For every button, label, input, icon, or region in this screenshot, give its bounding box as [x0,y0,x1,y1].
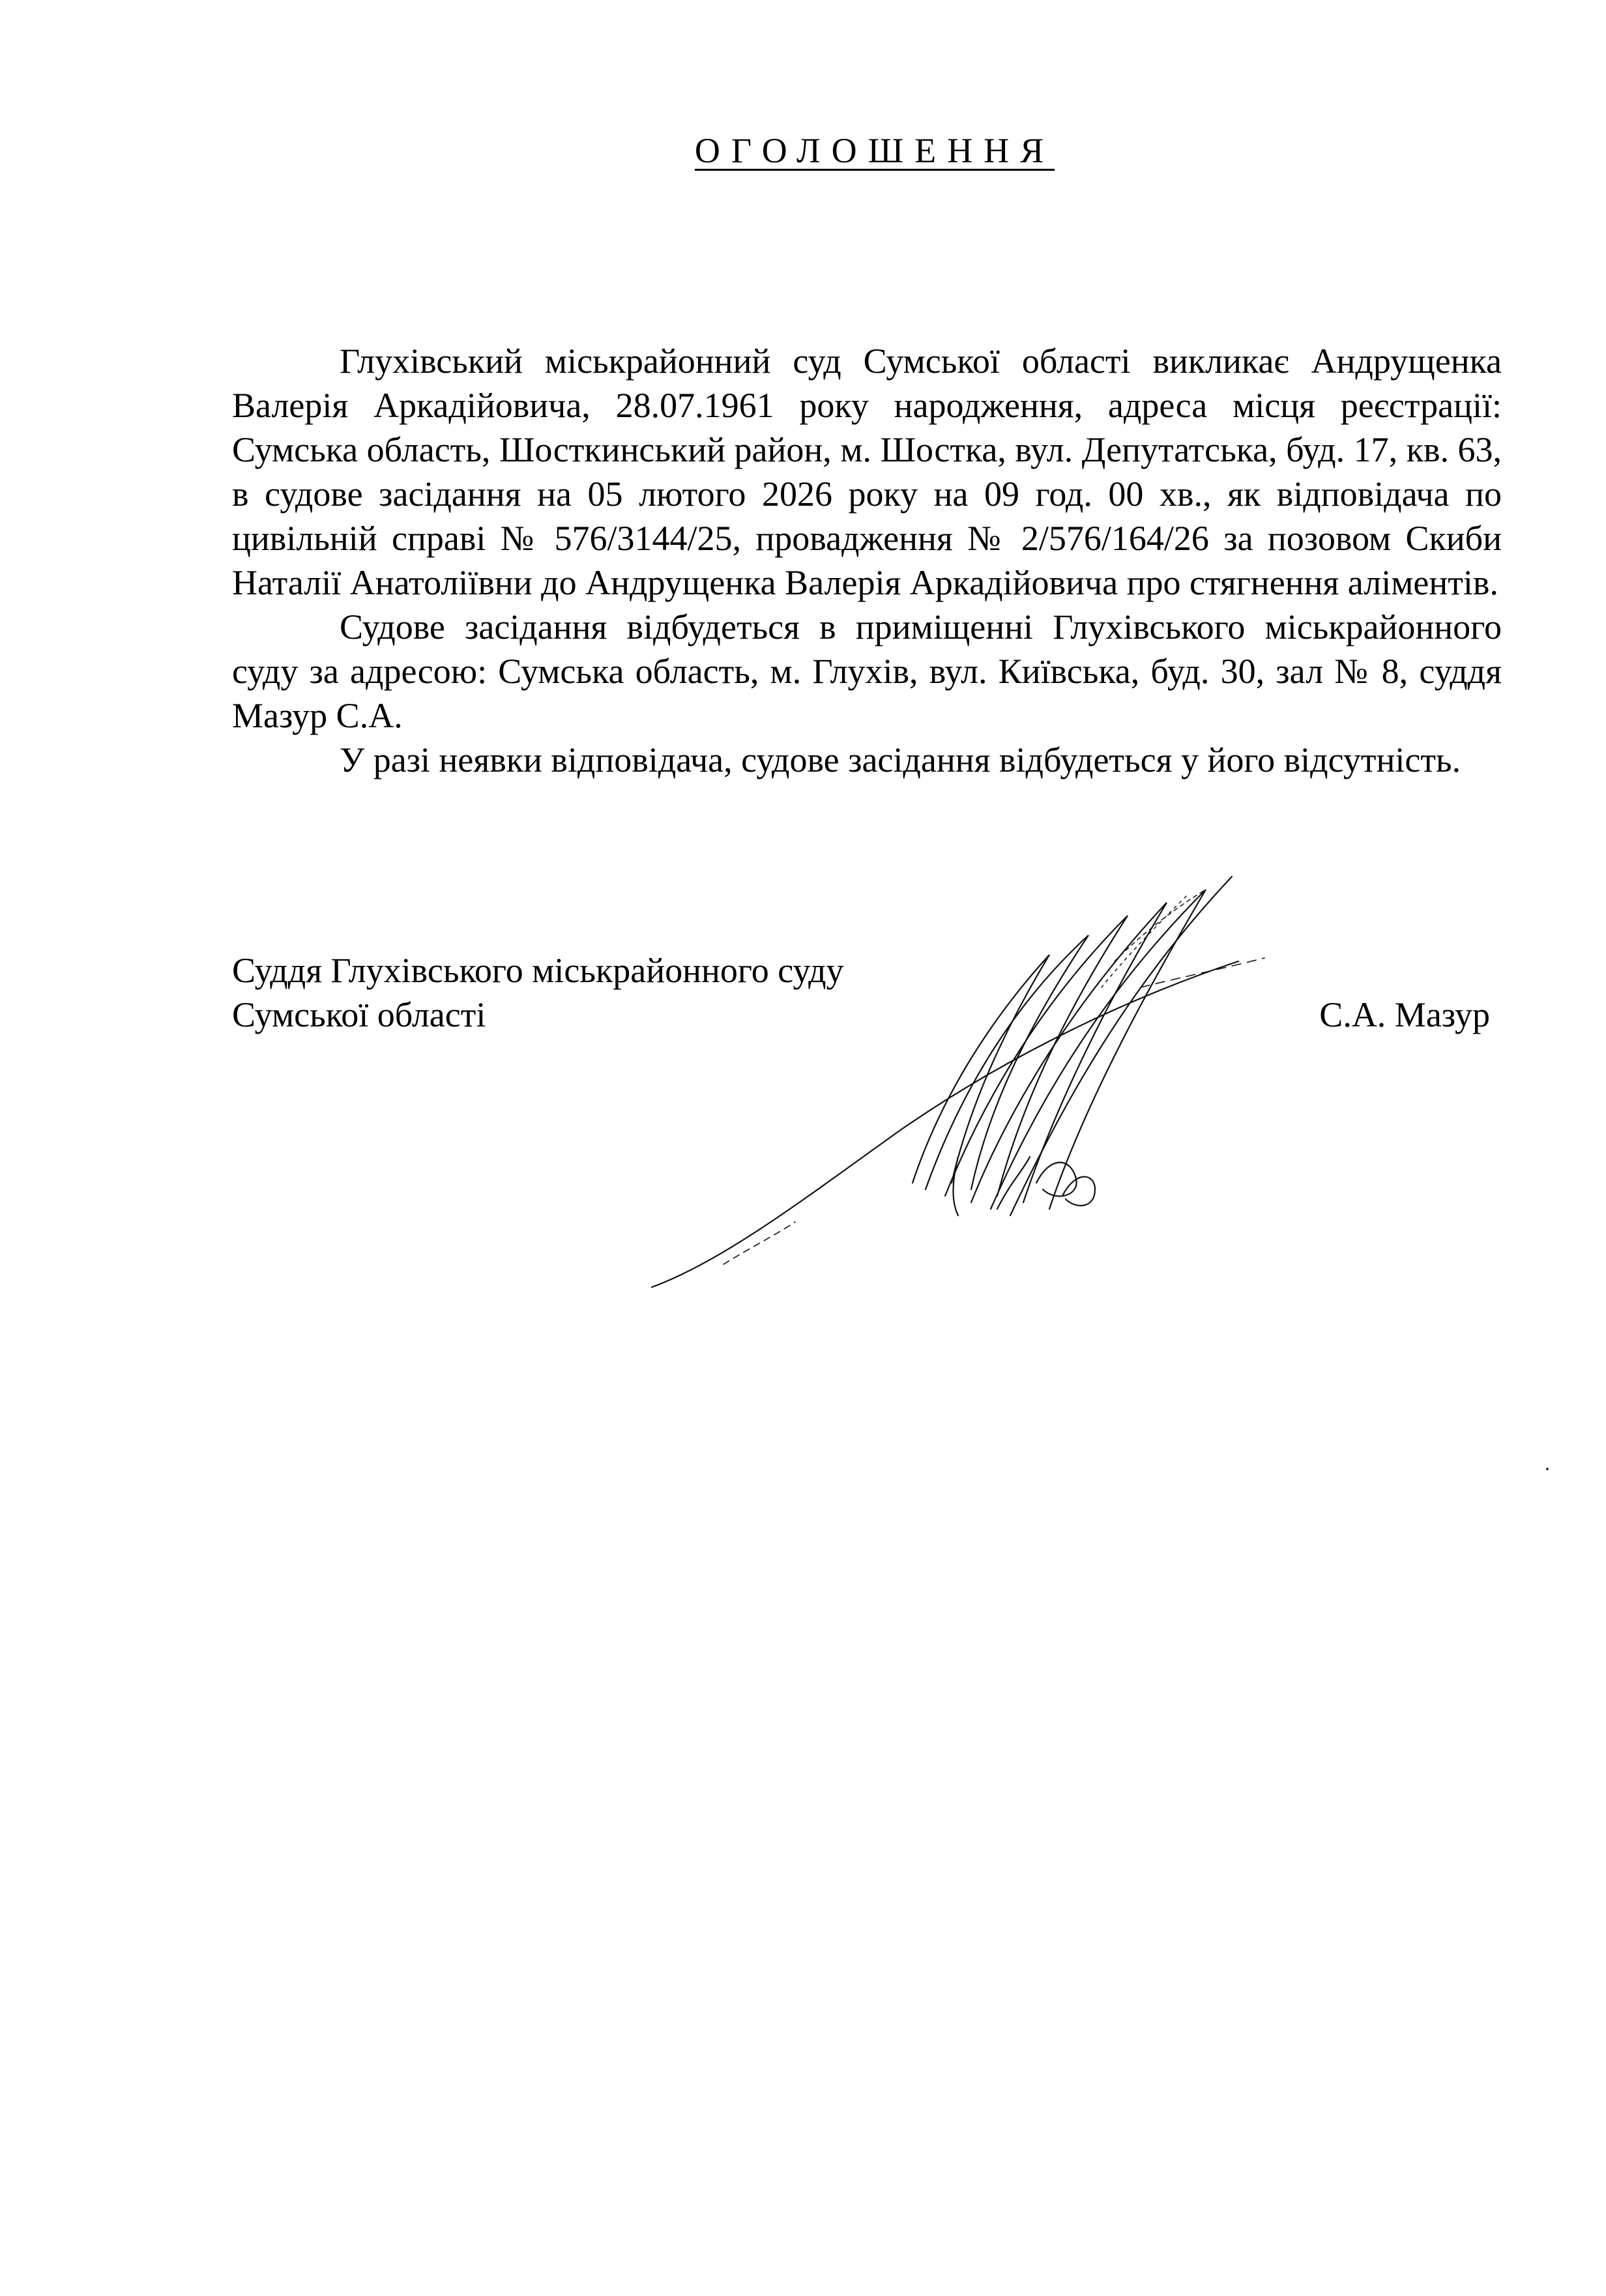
paragraph-summons: Глухівський міськрайонний суд Сумської області викликає Андрущенка Валерія Аркадійовича, 28.07.1961 року народження, адреса місця реєстрації: Сумська область, Шосткинський район, м. Шостка, вул. Депутатська, буд. 17, кв. 63, в судове засідання на 05 лютого 2026 року на 09 год. 00 хв., як відповідача по цивільній справі № 576/3144/25, провадження № 2/576/164/26 за позовом Скиби Наталії Анатоліївни до Андрущенка Валерія Аркадійовича про стягнення аліментів. [232,341,1502,602]
signer-title-line1: Суддя Глухівського міськрайонного суду [232,951,844,990]
signer-name: С.А. Мазур [1319,995,1490,1034]
paragraph-location: Судове засідання відбудеться в приміщенні Глухівського міськрайонного суду за адресою: Сумська область, м. Глухів, вул. Київська, буд. 30, зал № 8, суддя Мазур С.А. [232,607,1502,735]
document-body [232,339,1502,782]
signer-title-line2: Сумської області [232,995,486,1034]
scan-speck [1546,1468,1549,1470]
document-title: ОГОЛОШЕННЯ [694,131,1055,170]
handwritten-signature [645,792,1297,1313]
paragraph-absence: У разі неявки відповідача, судове засідання відбудеться у його відсутність. [340,740,1461,779]
